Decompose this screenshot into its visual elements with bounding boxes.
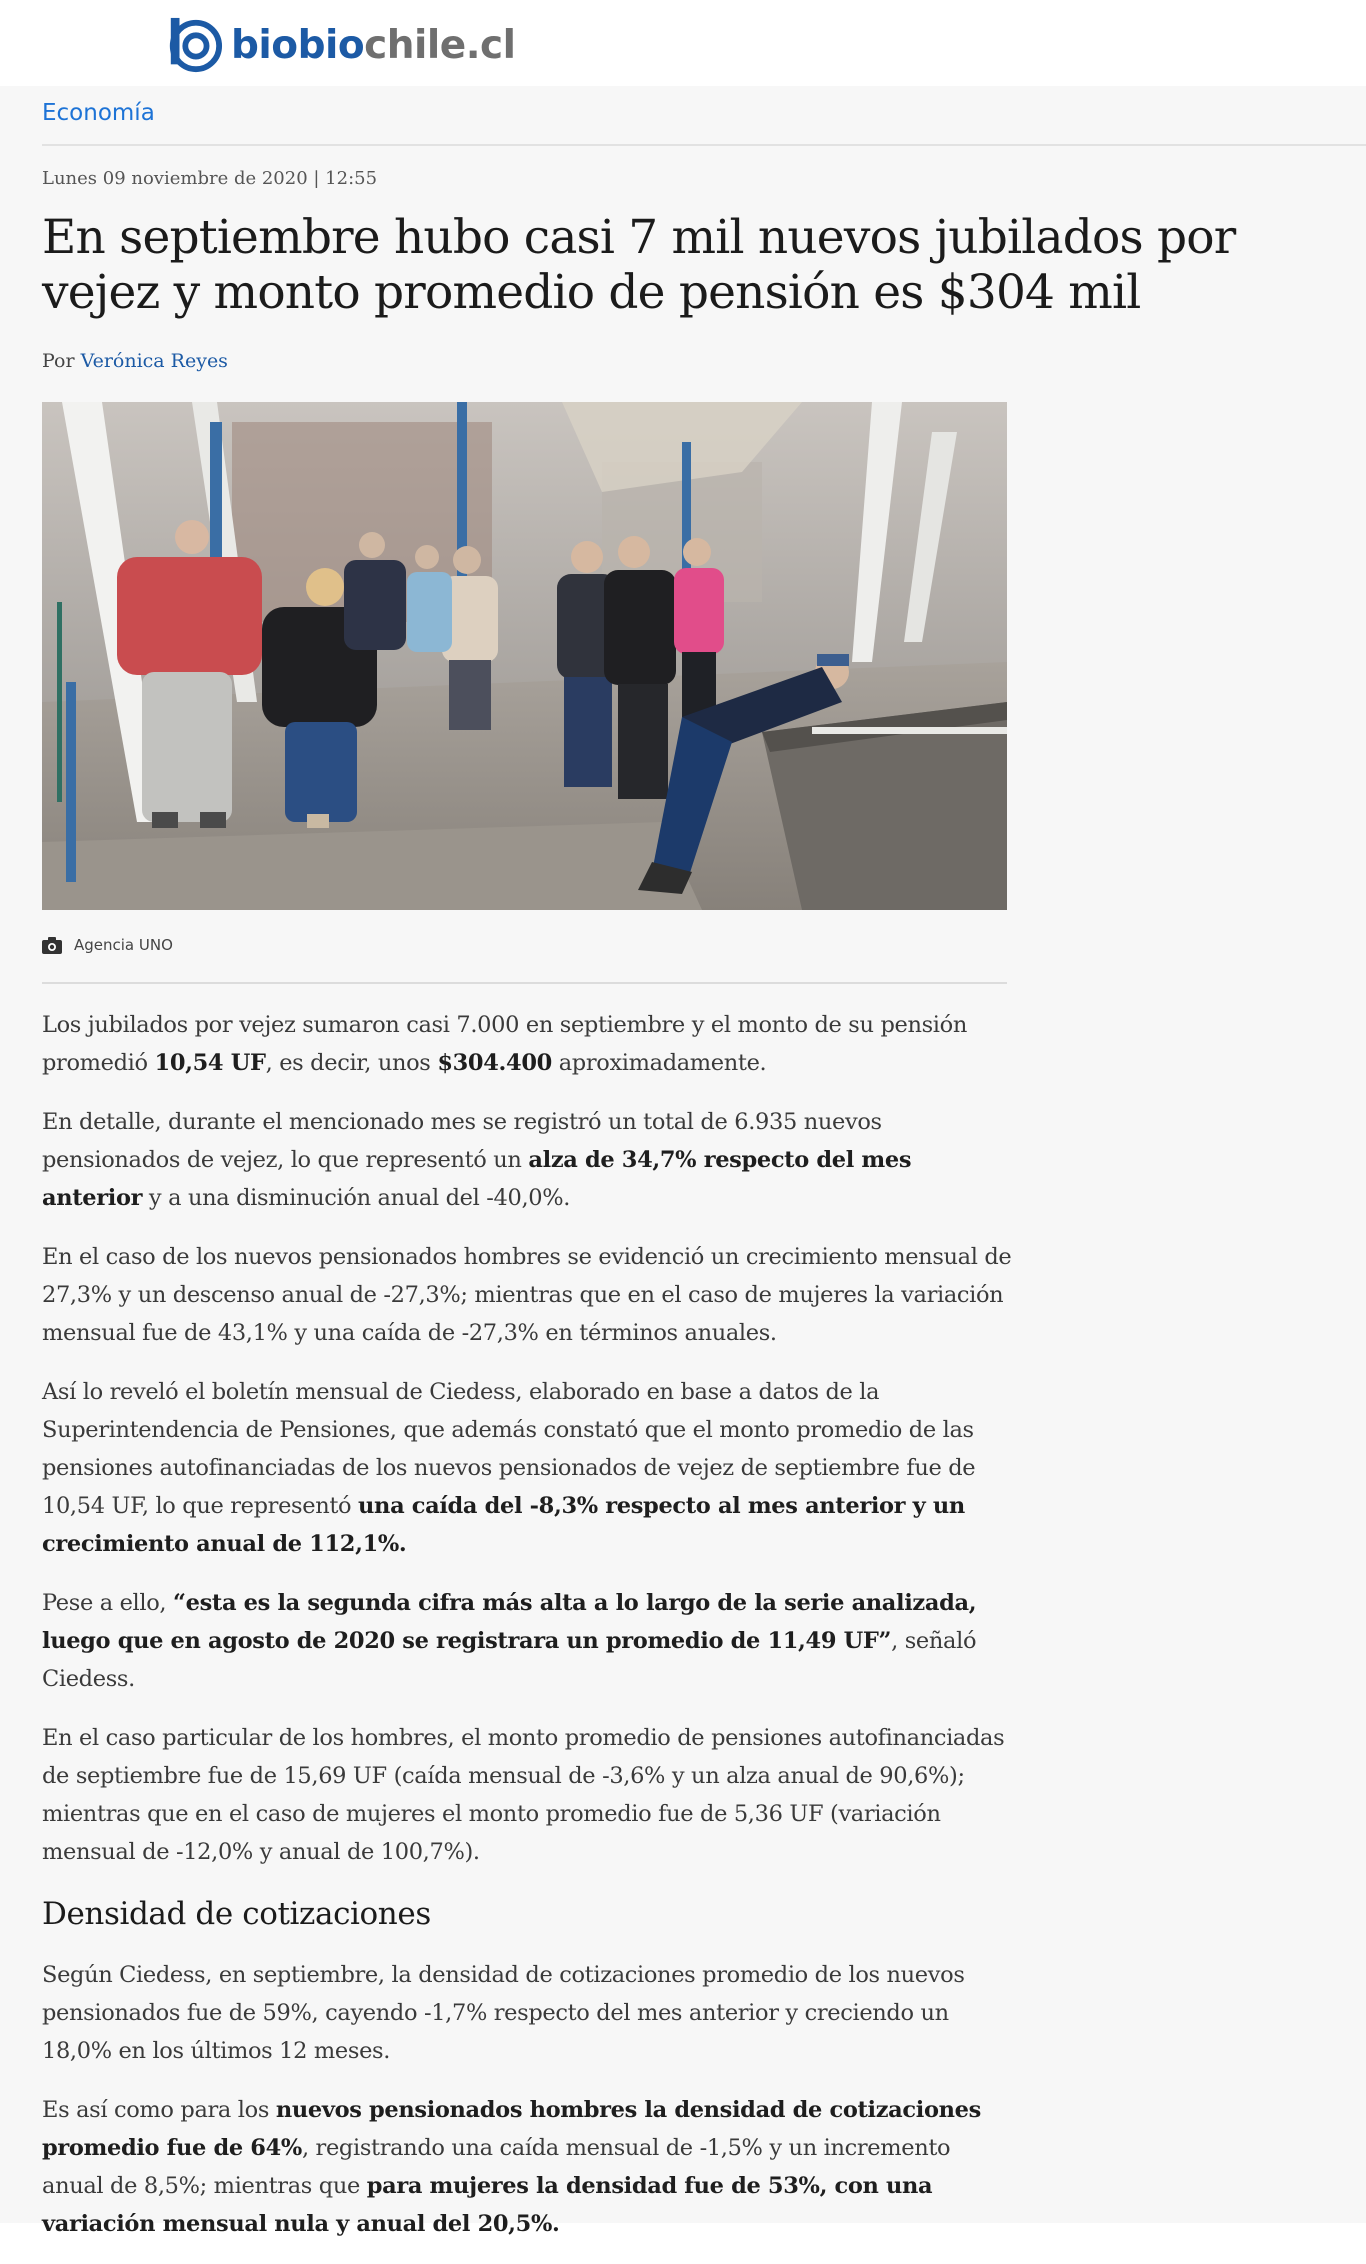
subheading-densidad: Densidad de cotizaciones bbox=[42, 1896, 431, 1932]
site-logo[interactable] bbox=[165, 14, 516, 76]
paragraph-8: Es así como para los nuevos pensionados hombres la densidad de cotizaciones promedio fue de 64%, registrando una caída mensual de -1,5% y un incremento anual de 8,5%; mientras que para mujeres la densidad fue de 53%, con una variación mensual nula y anual del 20,5%. bbox=[42, 2097, 981, 2237]
article-body bbox=[42, 1006, 1012, 2264]
paragraph-3: En el caso de los nuevos pensionados hombres se evidenció un crecimiento mensual de 27,3% y un descenso anual de -27,3%; mientras que en el caso de mujeres la variación mensual fue de 43,1% y una caída de -27,3% en términos anuales. bbox=[42, 1244, 1012, 1346]
caption-divider bbox=[42, 982, 1007, 984]
paragraph-7: Según Ciedess, en septiembre, la densidad de cotizaciones promedio de los nuevos pensionados fue de 59%, cayendo -1,7% respecto del mes anterior y creciendo un 18,0% en los últimos 12 meses. bbox=[42, 1962, 965, 2064]
article-page bbox=[0, 86, 1366, 2237]
paragraph-2: En detalle, durante el mencionado mes se registró un total de 6.935 nuevos pensionados de vejez, lo que representó un alza de 34,7% respecto del mes anterior y a una disminución anual del -40,0%. bbox=[42, 1109, 912, 1211]
biobio-logo-icon bbox=[165, 16, 223, 74]
article-byline bbox=[42, 350, 228, 372]
author-link[interactable]: Verónica Reyes bbox=[80, 350, 228, 372]
paragraph-6: En el caso particular de los hombres, el monto promedio de pensiones autofinanciadas de septiembre fue de 15,69 UF (caída mensual de -3,6% y un alza anual de 90,6%); mientras que en el caso de mujeres el monto promedio fue de 5,36 UF (variación mensual de -12,0% y anual de 100,7%). bbox=[42, 1725, 1005, 1865]
article-date: Lunes 09 noviembre de 2020 | 12:55 bbox=[42, 168, 378, 189]
site-header bbox=[0, 0, 1366, 86]
article-photo bbox=[42, 402, 1007, 910]
paragraph-4: Así lo reveló el boletín mensual de Ciedess, elaborado en base a datos de la Superintendencia de Pensiones, que además constató que el monto promedio de las pensiones autofinanciadas de los nuevos pensionados de vejez de septiembre fue de 10,54 UF, lo que representó una caída del -8,3% respecto al mes anterior y un crecimiento anual de 112,1%. bbox=[42, 1379, 976, 1557]
paragraph-1: Los jubilados por vejez sumaron casi 7.000 en septiembre y el monto de su pensión promedió 10,54 UF, es decir, unos $304.400 aproximadamente. bbox=[42, 1012, 967, 1076]
section-bar bbox=[42, 86, 1366, 146]
article-title: En septiembre hubo casi 7 mil nuevos jubilados por vejez y monto promedio de pensión es $304 mil bbox=[42, 210, 1236, 320]
section-link-economia[interactable]: Economía bbox=[42, 100, 155, 126]
site-name: biobiochile.cl bbox=[231, 22, 516, 68]
paragraph-5: Pese a ello, “esta es la segunda cifra más alta a lo largo de la serie analizada, luego que en agosto de 2020 se registrara un promedio de 11,49 UF”, señaló Ciedess. bbox=[42, 1590, 977, 1692]
camera-icon bbox=[42, 937, 62, 954]
byline-prefix: Por bbox=[42, 350, 75, 372]
photo-caption bbox=[42, 936, 173, 954]
photo-credit: Agencia UNO bbox=[74, 936, 173, 954]
